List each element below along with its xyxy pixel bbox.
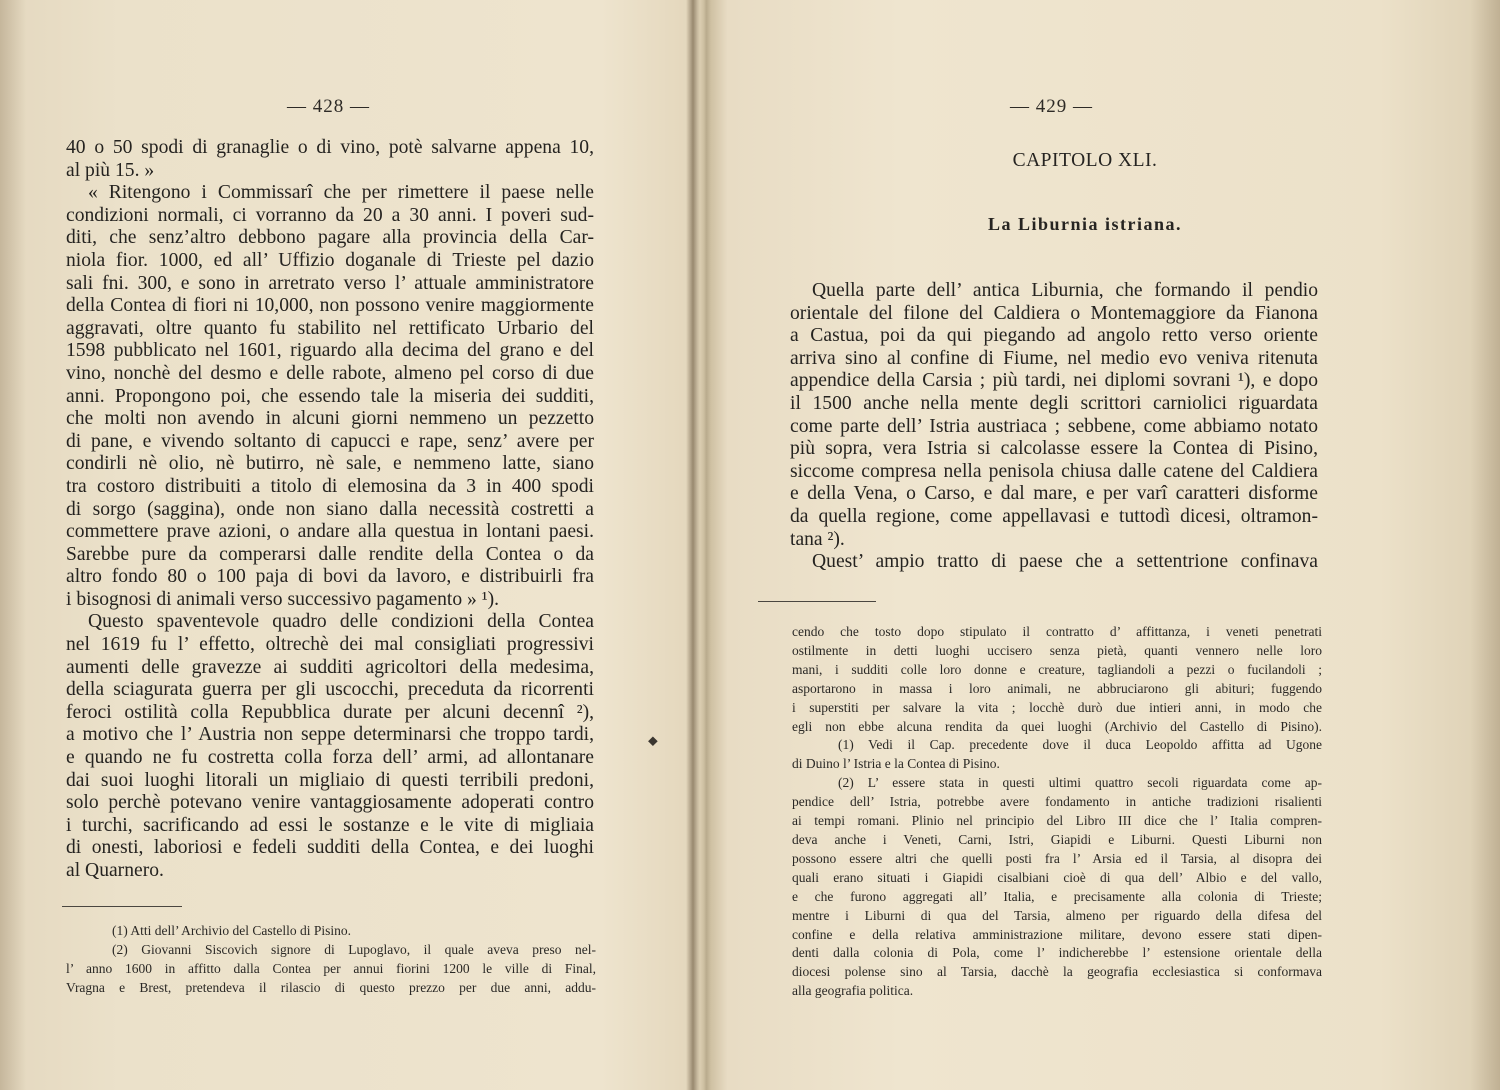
text-line: di onesti, laboriosi e fedeli sudditi della Contea, e dei luoghi xyxy=(66,837,594,859)
footnotes xyxy=(792,623,1322,1001)
footnote-line: (2) Giovanni Siscovich signore di Lupoglavo, il quale aveva preso nel- xyxy=(112,941,596,957)
chapter-subtitle: La Liburnia istriana. xyxy=(987,214,1183,234)
text-line: più sopra, vera Istria si calcolasse essere la Contea di Pisino, xyxy=(790,438,1318,460)
text-line: sali fni. 300, e sono in arretrato verso l’ attuale amministratore xyxy=(66,272,594,294)
text-line: feroci ostilità colla Repubblica durate per alcuni decennî ²), xyxy=(66,701,594,723)
text-line: anni. Propongono poi, che essendo tale la miseria dei sudditi, xyxy=(66,385,594,407)
text-line: aggravati, oltre quanto fu stabilito nel rettificato Urbario del xyxy=(66,317,594,339)
footnote-line: l’ anno 1600 in affitto dalla Contea per annui fiorini 1200 le ville di Final, xyxy=(66,960,596,976)
footnote-divider xyxy=(758,601,876,602)
text-line: aumenti delle gravezze ai sudditi agricoltori della medesima, xyxy=(66,656,594,678)
margin-mark: ⬥ xyxy=(648,734,658,749)
text-line: il 1500 anche nella mente degli scrittori carniolici riguardata xyxy=(790,392,1318,414)
right-page xyxy=(700,0,1500,1090)
text-line: della Contea di fiori ni 10,000, non possono venire maggiormente xyxy=(66,295,594,317)
text-line: condizioni normali, ci vorranno da 20 a 30 anni. I poveri sud- xyxy=(66,204,594,226)
text-line: al più 15. » xyxy=(66,159,155,181)
text-line: a motivo che l’ Austria non seppe determinarsi che troppo tardi, xyxy=(66,724,594,746)
footnote-line: i superstiti per salvare la vita ; locchè durò due intieri anni, in modo che xyxy=(792,699,1322,715)
text-line: altro fondo 80 o 100 paja di bovi da lavoro, e distribuirli fra xyxy=(66,566,594,588)
footnote-line: (1) Atti dell’ Archivio del Castello di Pisino. xyxy=(112,923,351,938)
text-line: nel 1619 fu l’ effetto, oltrechè dei mal consigliati progressivi xyxy=(66,634,594,656)
page-number: — 429 — xyxy=(1010,96,1093,117)
text-line: che molti non avendo in alcuni giorni nemmeno un pezzetto xyxy=(66,408,594,430)
text-line: vino, nonchè del desmo e delle rabote, almeno pel corso di due xyxy=(66,362,594,384)
text-line: Quella parte dell’ antica Liburnia, che formando il pendio xyxy=(812,280,1318,301)
text-line: e quando ne fu costretta colla forza dell’ armi, ad allontanare xyxy=(66,747,594,769)
text-line: tra costoro distribuiti a titolo di elemosina da 3 in 400 spodi xyxy=(66,475,594,497)
footnote-line: confine e della relativa amministrazione militare, devono essere stati dipen- xyxy=(792,926,1322,942)
text-line: 1598 pubblicato nel 1601, riguardo alla decima del grano e del xyxy=(66,340,594,362)
text-line: siccome compresa nella penisola chiusa dalle catene del Caldiera xyxy=(790,460,1318,482)
footnote-divider xyxy=(62,906,182,907)
left-page xyxy=(0,0,690,1090)
text-line: commettere prave azioni, o andare alla questua in lontani paesi. xyxy=(66,521,594,543)
text-line: tana ²). xyxy=(790,528,845,550)
footnote-line: diocesi polense sino al Tarsia, dacchè la geografia ecclesiastica si conformava xyxy=(792,964,1322,980)
footnote-line: alla geografia politica. xyxy=(792,983,914,999)
footnote-line: Vragna e Brest, pretendeva il rilascio di questo prezzo per due anni, addu- xyxy=(66,979,596,995)
footnote-line: pendice dell’ Istria, potrebbe avere fondamento in antiche tradizioni risalienti xyxy=(792,794,1322,810)
text-line: solo perchè potevano venire vantaggiosamente adoperati contro xyxy=(66,792,594,814)
footnote-line: (2) L’ essere stata in questi ultimi quattro secoli riguardata come ap- xyxy=(838,775,1322,791)
footnote-line: (1) Vedi il Cap. precedente dove il duca Leopoldo affitta ad Ugone xyxy=(838,737,1322,753)
text-line: da quella regione, come appellavasi e tuttodì dicesi, oltramon- xyxy=(790,505,1318,527)
text-line: Questo spaventevole quadro delle condizioni della Contea xyxy=(88,611,594,633)
text-line: niola fior. 1000, ed all’ Uffizio doganale di Trieste pel dazio xyxy=(66,249,594,271)
body-text xyxy=(66,137,594,883)
text-line: dai suoi luoghi litorali un migliaio di questi terribili predoni, xyxy=(66,769,594,791)
text-line: Quest’ ampio tratto di paese che a settentrione confinava xyxy=(812,551,1318,573)
text-line: di sorgo (saggina), onde non siano dalla necessità costretti a xyxy=(66,498,594,520)
footnote-line: possono essere altri che quelli posti fra l’ Arsia ed il Tarsia, al disopra dei xyxy=(792,850,1322,866)
footnote-line: asportarono in massa i loro animali, ne abbruciarono gli abituri; fuggendo xyxy=(792,680,1322,696)
footnote-line: di Duino l’ Istria e la Contea di Pisino. xyxy=(792,756,1000,772)
body-text xyxy=(790,280,1318,574)
text-line: diti, che senz’altro debbono pagare alla provincia della Car- xyxy=(66,227,594,249)
footnote-line: quali erano situati i Giapidi cisalbiani cioè di qua dell’ Albio e del vallo, xyxy=(792,869,1322,885)
footnote-line: mani, i sudditi colle loro donne e creature, tagliandoli a pezzi o fucilandoli ; xyxy=(792,661,1322,677)
text-line: condirli nè olio, nè butirro, nè sale, e nemmeno latte, siano xyxy=(66,453,594,475)
text-line: di pane, e vivendo soltanto di capucci e rape, senz’ avere per xyxy=(66,430,594,452)
text-line: della sciagurata guerra per gli uscocchi, preceduta da ricorrenti xyxy=(66,679,594,701)
text-line: 40 o 50 spodi di granaglie o di vino, potè salvarne appena 10, xyxy=(66,137,594,158)
footnote-line: egli non ebbe alcuna rendita da quei luoghi (Archivio del Castello di Pisino). xyxy=(792,718,1322,734)
text-line: e della Vena, o Carso, e dal mare, e per varî caratteri disforme xyxy=(790,483,1318,505)
text-line: come parte dell’ Istria austriaca ; sebbene, come abbiamo notato xyxy=(790,415,1318,437)
text-line: Sarebbe pure da comperarsi dalle rendite della Contea o da xyxy=(66,543,594,565)
footnote-line: cendo che tosto dopo stipulato il contratto d’ affittanza, i veneti penetrati xyxy=(792,624,1322,639)
footnote-line: e che furono aggregati all’ Italia, e precisamente alla colonia di Trieste; xyxy=(792,888,1322,904)
footnotes xyxy=(66,922,596,998)
footnote-line: mentre i Liburni di qua del Tarsia, almeno per riguardo della difesa del xyxy=(792,907,1322,923)
footnote-line: denti dalla colonia di Pola, come l’ indicherebbe l’ estensione orientale della xyxy=(792,945,1322,961)
page-number: — 428 — xyxy=(287,96,370,117)
text-line: al Quarnero. xyxy=(66,860,164,881)
text-line: i bisognosi di animali verso successivo pagamento » ¹). xyxy=(66,588,500,610)
text-line: a Castua, poi da qui piegando ad angolo retto verso oriente xyxy=(790,325,1318,347)
text-line: orientale del filone del Caldiera o Montemaggiore da Fianona xyxy=(790,302,1318,324)
text-line: i turchi, sacrificando ad essi le sostanze e le vite di migliaia xyxy=(66,814,594,836)
text-line: appendice della Carsia ; più tardi, nei diplomi sovrani ¹), e dopo xyxy=(790,370,1318,392)
footnote-line: ai tempi romani. Plinio nel principio del Libro III dice che l’ Italia compren- xyxy=(792,813,1322,829)
text-line: arriva sino al confine di Fiume, nel medio evo veniva ritenuta xyxy=(790,347,1318,369)
footnote-line: ostilmente in detti luoghi uccisero senza pietà, quanti vennero nelle loro xyxy=(792,642,1322,658)
chapter-heading: CAPITOLO XLI. xyxy=(1012,150,1158,171)
footnote-line: deva anche i Veneti, Carni, Istri, Giapidi e Liburni. Questi Liburni non xyxy=(792,831,1322,847)
text-line: « Ritengono i Commissarî che per rimettere il paese nelle xyxy=(88,182,594,204)
